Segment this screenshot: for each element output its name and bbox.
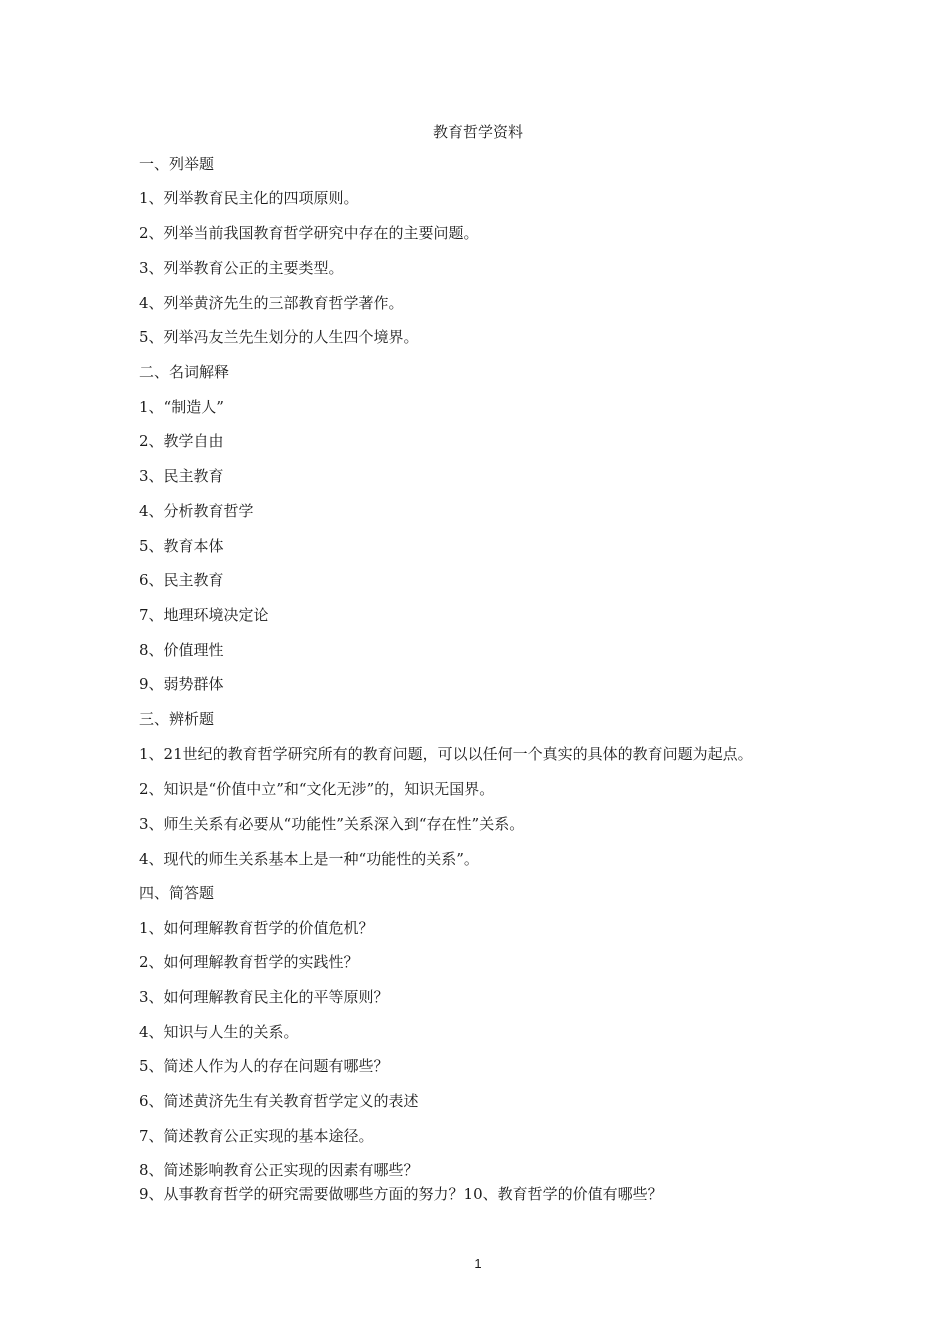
list-item: 6、民主教育 bbox=[139, 571, 224, 589]
list-item: 1、“制造人” bbox=[139, 398, 224, 416]
document-title: 教育哲学资料 bbox=[432, 123, 523, 141]
section-heading-short-answer: 四、简答题 bbox=[139, 884, 215, 902]
section-heading-enumeration: 一、列举题 bbox=[139, 155, 215, 173]
list-item: 5、简述人作为人的存在问题有哪些？ bbox=[139, 1057, 389, 1075]
list-item: 2、列举当前我国教育哲学研究中存在的主要问题。 bbox=[139, 224, 479, 242]
list-item: 5、列举冯友兰先生划分的人生四个境界。 bbox=[139, 328, 419, 346]
list-item: 4、分析教育哲学 bbox=[139, 502, 254, 520]
list-item: 2、如何理解教育哲学的实践性？ bbox=[139, 953, 359, 971]
list-item: 4、列举黄济先生的三部教育哲学著作。 bbox=[139, 294, 404, 312]
list-item: 8、价值理性 bbox=[139, 641, 224, 659]
list-item: 7、简述教育公正实现的基本途径。 bbox=[139, 1127, 374, 1145]
list-item: 9、从事教育哲学的研究需要做哪些方面的努力？10、教育哲学的价值有哪些？ bbox=[139, 1185, 663, 1203]
list-item: 2、教学自由 bbox=[139, 432, 224, 450]
list-item: 3、列举教育公正的主要类型。 bbox=[139, 259, 344, 277]
list-item: 6、简述黄济先生有关教育哲学定义的表述 bbox=[139, 1092, 419, 1110]
page-number: 1 bbox=[474, 1256, 482, 1271]
list-item: 1、21世纪的教育哲学研究所有的教育问题，可以以任何一个真实的具体的教育问题为起点。 bbox=[139, 745, 753, 763]
list-item: 9、弱势群体 bbox=[139, 675, 224, 693]
list-item: 1、列举教育民主化的四项原则。 bbox=[139, 189, 359, 207]
section-heading-analysis: 三、辨析题 bbox=[139, 710, 215, 728]
list-item: 7、地理环境决定论 bbox=[139, 606, 269, 624]
list-item: 8、简述影响教育公正实现的因素有哪些？ bbox=[139, 1161, 419, 1179]
section-heading-definitions: 二、名词解释 bbox=[139, 363, 230, 381]
list-item: 1、如何理解教育哲学的价值危机？ bbox=[139, 919, 374, 937]
list-item: 5、教育本体 bbox=[139, 537, 224, 555]
list-item: 4、知识与人生的关系。 bbox=[139, 1023, 299, 1041]
list-item: 3、如何理解教育民主化的平等原则？ bbox=[139, 988, 389, 1006]
list-item: 2、知识是“价值中立”和“文化无涉”的，知识无国界。 bbox=[139, 780, 495, 798]
list-item: 3、师生关系有必要从“功能性”关系深入到“存在性”关系。 bbox=[139, 815, 525, 833]
list-item: 4、现代的师生关系基本上是一种“功能性的关系”。 bbox=[139, 850, 479, 868]
list-item: 3、民主教育 bbox=[139, 467, 224, 485]
